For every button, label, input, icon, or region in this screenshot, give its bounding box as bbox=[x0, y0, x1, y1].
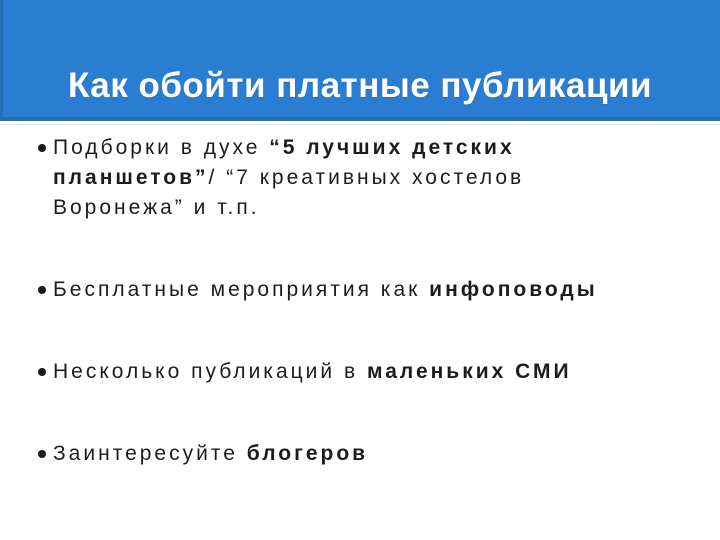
slide-title: Как обойти платные публикации bbox=[67, 65, 653, 105]
slide-body bbox=[0, 125, 720, 469]
bullet-text: Несколько публикаций в маленьких СМИ bbox=[53, 360, 572, 383]
bullet-dot-icon bbox=[38, 450, 46, 458]
bullet-item bbox=[38, 439, 690, 469]
slide-header bbox=[0, 0, 720, 121]
bullet-text: Подборки в духе “5 лучших детских планшетов”/ “7 креативных хостелов Воронежа” и т.п. bbox=[53, 136, 525, 219]
bullet-item bbox=[38, 357, 690, 387]
bullet-dot-icon bbox=[38, 144, 46, 152]
bullet-list bbox=[38, 133, 690, 469]
bullet-dot-icon bbox=[38, 368, 46, 376]
bullet-text: Заинтересуйте блогеров bbox=[53, 442, 369, 465]
bullet-item bbox=[38, 275, 690, 305]
bullet-text: Бесплатные мероприятия как инфоповоды bbox=[53, 278, 598, 301]
bullet-dot-icon bbox=[38, 286, 46, 294]
bullet-item bbox=[38, 133, 690, 223]
